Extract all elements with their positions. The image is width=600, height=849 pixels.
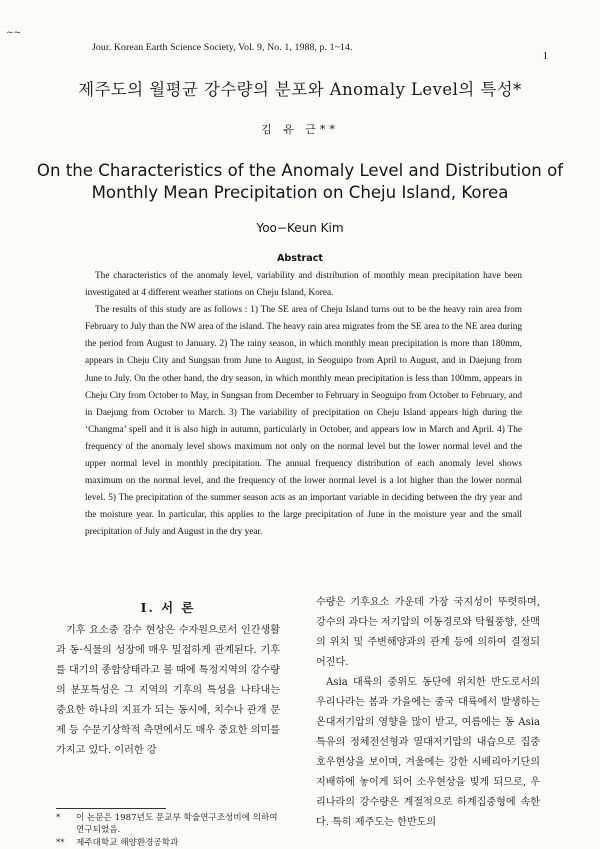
footnote-2-symbol: ** (56, 837, 65, 848)
abstract-body (85, 268, 522, 542)
intro-paragraph-left: 기후 요소중 강수 현상은 수자원으로서 인간생활과 동·식물의 성장에 매우 밀접하게 관계된다. 기후를 대기의 종합상태라고 볼 때에 특정지역의 강수량의 분포특성은 그 지역의 기후의 특성을 나타내는 중요한 하나의 지표가 되는 동시에, 치수나 관개 문제 등 수문기상학적 측면에서도 매우 중요한 의미를 가지고 있다. 이러한 강 (56, 625, 281, 756)
corner-mark: ~~ (6, 28, 22, 38)
intro-paragraph-right-2: Asia 대륙의 중위도 동단에 위치한 반도로서의 우리나라는 봄과 가을에는 중국 대륙에서 발생하는 온대저기압의 영향을 많이 받고, 여름에는 동 Asia 특유의 정체전선형과 열대저기압의 내습으로 집중호우현상을 보이며, 겨울에는 강한 시베리아기단의 지배하에 놓이게 되어 소우현상을 빚게 되므로, 우리나라의 강수량은 계절적으로 하계집중형에 속한다. 특히 제주도는 한반도의 (316, 677, 540, 828)
english-author: Yoo−Keun Kim (256, 221, 344, 235)
footnote-divider (56, 808, 166, 809)
english-title: On the Characteristics of the Anomaly Level and Distribution of Monthly Mean Precipitation on Cheju Island, Korea (36, 161, 564, 202)
section-heading-introduction: I. 서 론 (140, 600, 196, 615)
footnote-2 (56, 837, 286, 849)
intro-paragraph-right-1: 수량은 기후요소 가운데 가장 국지성이 뚜렷하며, 강수의 과다는 저기압의 이동경로와 탁월풍향, 산맥의 위치 및 주변해양과의 관계 등에 의하여 결정되어진다. (316, 597, 541, 668)
footnotes (56, 812, 286, 849)
footnote-1 (56, 812, 286, 837)
journal-reference: Jour. Korean Earth Science Society, Vol. 9, No. 1, 1988, p. 1~14. (92, 42, 353, 53)
abstract-heading: Abstract (276, 253, 324, 264)
footnote-1-text: 이 논문은 1987년도 문교부 학술연구조성비에 의하여 연구되었음. (76, 813, 278, 836)
page-number: 1 (542, 50, 548, 62)
footnote-1-symbol: * (56, 813, 61, 823)
left-column (56, 621, 280, 761)
korean-author: 김 유 근** (261, 123, 339, 136)
footnote-2-text: 제주대학교 해양환경공학과 (76, 837, 179, 848)
right-column (316, 593, 540, 833)
abstract-paragraph-2: The results of this study are as follows : 1) The SE area of Cheju Island turns out to be the heavy rain area from February to July than the NW area of the island. The heavy rain area migrates from the SE area to the NE area during the period from August to January. 2) The rainy season, in which monthly mean precipitation is more than 180mm, appears in Cheju City and Sungsan from June to August, in Seoguipo from April to August, and in Daejung from June to July. On the other hand, the dry season, in which monthly mean precipitation is less than 100mm, appears in Cheju City from October to May, in Sungsan from December to February in Seoguipo from October to February, and in Daejung from October to March. 3) The variability of precipitation on Cheju Island appears high during the ‘Changma’ spell and it is also high in autumn, particularly in October, and appears low in March and April. 4) The frequency of the anomaly level shows maximum not only on the normal level but the lower normal level and the upper normal level in monthly precipitation. The annual frequency distribution of each anomaly level shows maximum on the normal level, and the frequency of the lower normal level is a lot higher than the lower normal level. 5) The precipitation of the summer season acts as an important variable in deciding between the dry year and the moisture year. In particular, this applies to the large precipitation of June in the moisture year and the small precipitation of July and August in the dry year. (85, 305, 522, 538)
abstract-paragraph-1: The characteristics of the anomaly level, variability and distribution of monthly mean precipitation have been investigated at 4 different weather stations on Cheju Island, Korea. (85, 271, 522, 299)
korean-title: 제주도의 월평균 강수량의 분포와 Anomaly Level의 특성* (78, 80, 522, 99)
